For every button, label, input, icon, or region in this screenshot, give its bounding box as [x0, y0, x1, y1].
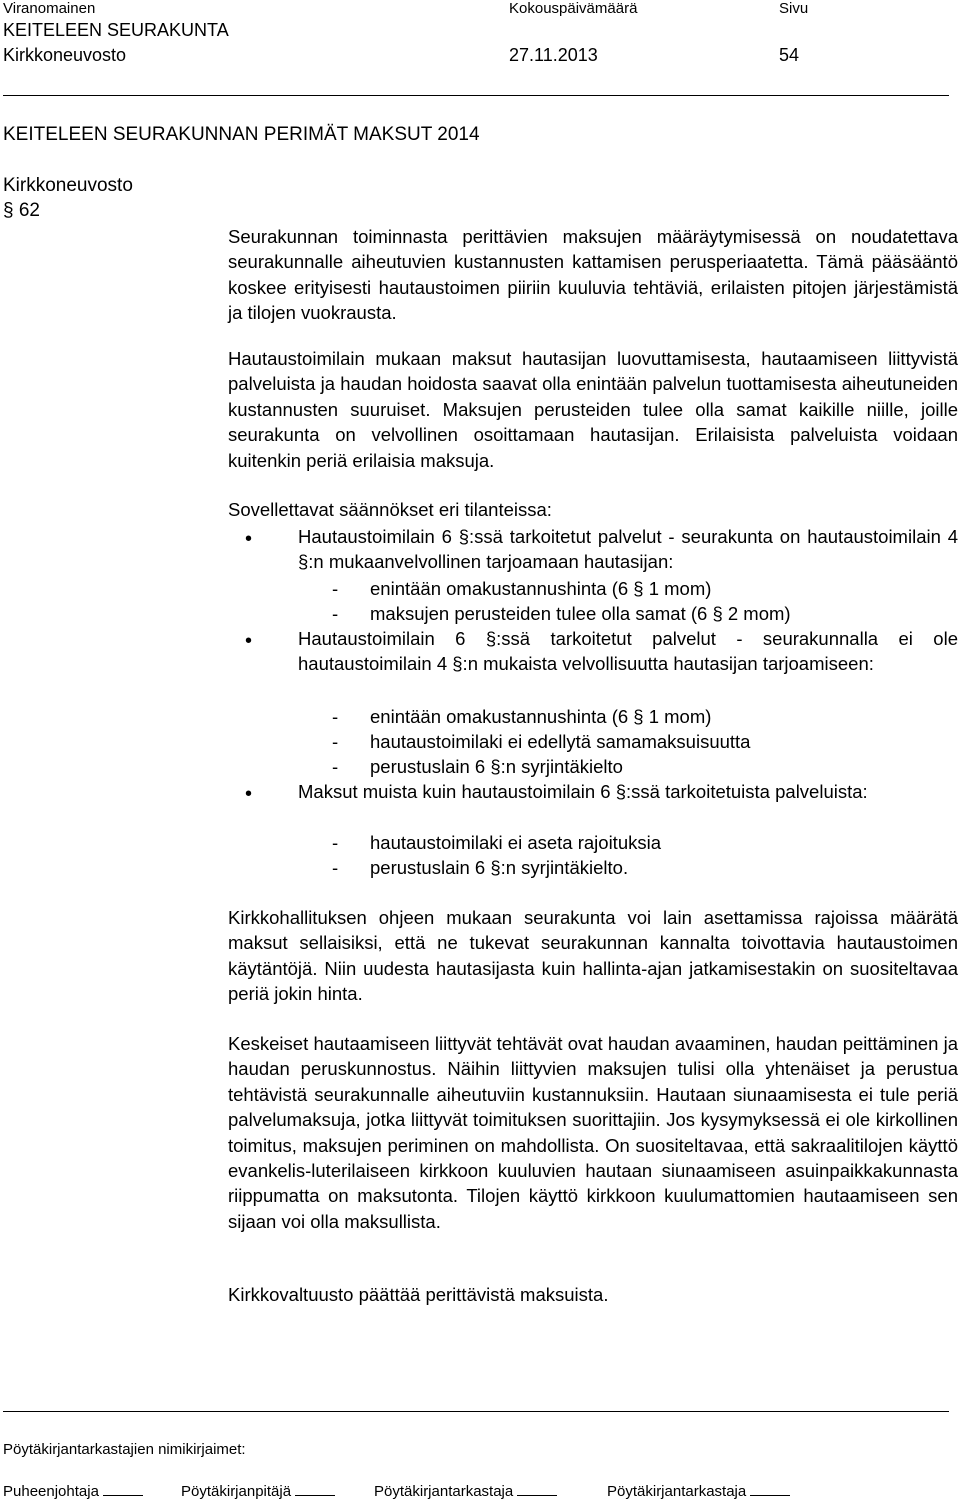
- section-body: Kirkkoneuvosto: [3, 175, 133, 196]
- signature-line-inspector-2: Pöytäkirjantarkastaja: [607, 1481, 790, 1500]
- bullet-icon: •: [245, 783, 253, 805]
- signature-line-chair: Puheenjohtaja: [3, 1481, 143, 1500]
- paragraph-key-tasks: Keskeiset hautaamiseen liittyvät tehtävät ovat haudan avaaminen, haudan peittäminen ja haudan peruskunnostus. Näihin liittyvien maksujen tulisi olla yhtenäiset ja perustua tehtävistä seurakunnalle aiheutuviin kustannuksiin. Hautaan siunaamisesta ei tule periä palvelumaksuja, jotka liittyvät toimituksen suorittajiin. Jos kysymyksessä ei ole kirkollinen toimitus, maksujen periminen on mahdollista. On suositeltavaa, että sakraalitilojen käyttö evankelis-luterilaiseen kirkkoon kuuluvien hautaan siunaamiseen asuinpaikkakunnasta riippumatta on maksutonta. Tilojen käyttö kirkkoon kuulumattomien hautaamiseen sen sijaan voi olla maksullista.: [228, 1033, 958, 1232]
- bullet-text: Hautaustoimilain 6 §:ssä tarkoitetut palvelut - seurakunnalla ei ole hautaustoimilain 4 §:n mukaista velvollisuutta hautasijan tarjoamiseen:: [298, 628, 958, 675]
- paragraph-guidance: Kirkkohallituksen ohjeen mukaan seurakunta voi lain asettamissa rajoissa määrätä maksut sellaisiksi, että ne tukevat seurakunnan kannalta toivottavia hautaustoimen käytäntöjä. Niin uudesta hautasijasta kuin hallinta-ajan jatkamisestakin on suositeltavaa periä jokin hinta.: [228, 907, 958, 1005]
- page-number: 54: [779, 45, 800, 65]
- section-number: § 62: [3, 200, 40, 221]
- initials-label: Pöytäkirjantarkastajien nimikirjaimet:: [3, 1441, 246, 1458]
- header-rule: [3, 95, 949, 96]
- paragraph-cost-principle: Seurakunnan toiminnasta perittävien maksujen määräytymisessä on noudatettava seurakunnalle aiheutuvien kustannusten kattamisen perusperiaatetta. Tämä pääsääntö koskee erityisesti hautaustoimen piiriin kuuluvia tehtäviä, erilaisten pitojen järjestämistä ja tilojen vuokrausta.: [228, 226, 958, 324]
- date-label: Kokouspäivämäärä: [509, 0, 638, 17]
- bullet-text: Hautaustoimilain 6 §:ssä tarkoitetut palvelut - seurakunta on hautaustoimilain 4 §:n mukaanvelvollinen tarjoamaan hautasijan:: [298, 526, 958, 573]
- meeting-date: 27.11.2013: [509, 45, 598, 65]
- rules-intro: Sovellettavat säännökset eri tilanteissa:: [228, 499, 552, 520]
- bullet-icon: •: [245, 528, 253, 550]
- signature-line-inspector-1: Pöytäkirjantarkastaja: [374, 1481, 557, 1500]
- document-title: KEITELEEN SEURAKUNNAN PERIMÄT MAKSUT 2014: [3, 124, 480, 145]
- signature-line-secretary: Pöytäkirjanpitäjä: [181, 1481, 335, 1500]
- footer-rule: [3, 1411, 949, 1412]
- decision-text: Kirkkovaltuusto päättää perittävistä maksuista.: [228, 1284, 609, 1305]
- page-label: Sivu: [779, 0, 809, 17]
- author-label: Viranomainen: [3, 0, 96, 17]
- bullet-icon: •: [245, 630, 253, 652]
- org-name: KEITELEEN SEURAKUNTA: [3, 20, 229, 40]
- paragraph-burial-law: Hautaustoimilain mukaan maksut hautasijan luovuttamisesta, hautaamiseen liittyvistä palveluista ja haudan hoidosta saavat olla enintään palvelun tuottamisesta aiheutuneiden kustannusten suuruiset. Maksujen perusteiden tulee olla samat kaikille niille, joille seurakunta on velvollinen osoittamaan hautasijan. Erilaisista palveluista voidaan kuitenkin periä erilaisia maksuja.: [228, 348, 958, 471]
- bullet-text: Maksut muista kuin hautaustoimilain 6 §:ssä tarkoitetuista palveluista:: [298, 781, 868, 802]
- body-name: Kirkkoneuvosto: [3, 45, 127, 65]
